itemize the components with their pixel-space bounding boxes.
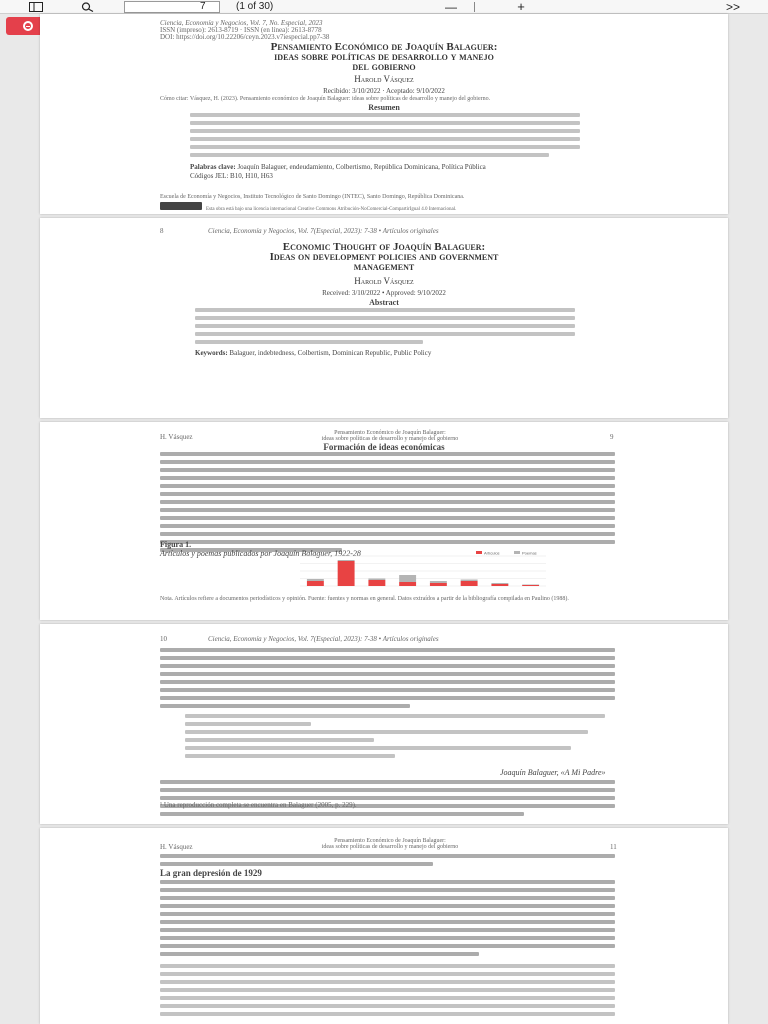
more-tools-button[interactable]: >> [725, 0, 740, 14]
page-number: 9 [610, 433, 614, 441]
abstract-heading: Abstract [369, 298, 399, 307]
section-heading: La gran depresión de 1929 [160, 868, 262, 878]
chart-bar-poemas [307, 579, 324, 581]
footnotes [160, 964, 615, 1020]
pdf-page-3 [40, 422, 728, 620]
paper-title-line-2: ideas sobre políticas de desarrollo y manejo [274, 51, 494, 63]
running-center-1: Pensamiento Económico de Joaquín Balaguer: [334, 838, 446, 844]
chart-bar-articulos [399, 582, 416, 586]
chart-bar-articulos [338, 561, 355, 586]
running-left: H. Vásquez [160, 433, 193, 441]
page-number: 10 [160, 635, 167, 643]
chart-bar-poemas [491, 583, 508, 584]
doi-line: DOI: https://doi.org/10.22206/ceyn.2023.v7iespecial.pp7-38 [160, 33, 330, 41]
keywords-en-label: Keywords: [195, 349, 228, 357]
figure-caption: Artículos y poemas publicados por Joaquín Balaguer, 1922-28 [160, 549, 361, 558]
section-body [160, 452, 615, 556]
affiliation: Escuela de Economía y Negocios, Instituto Tecnológico de Santo Domingo (INTEC), Santo Domingo, República Dominicana. [160, 194, 465, 200]
abstract-body [195, 308, 575, 348]
running-center-2: ideas sobre políticas de desarrollo y manejo del gobierno [321, 844, 459, 850]
zoom-in-button[interactable]: + [517, 0, 525, 14]
dates-line: Recibido: 3/10/2022 · Aceptado: 9/10/2022 [323, 87, 445, 95]
figure-label: Figura 1. [160, 540, 192, 549]
page-number: 11 [610, 843, 617, 851]
creative-commons-badge [160, 202, 202, 210]
poem-quote [185, 714, 605, 762]
pdf-toolbar [0, 0, 768, 14]
chart-bar-poemas [522, 585, 539, 586]
dates-line: Received: 3/10/2022 • Approved: 9/10/2022 [322, 289, 446, 297]
current-page: 7 [200, 1, 206, 12]
journal-line: Ciencia, Economía y Negocios, Vol. 7, No. Especial, 2023 [160, 19, 323, 27]
running-head: Ciencia, Economía y Negocios, Vol. 7(Especial, 2023): 7-38 • Artículos originales [208, 635, 439, 643]
zoom-out-button[interactable]: — [445, 0, 457, 14]
license-text: Esta obra está bajo una licencia internacional Creative Commons Atribución-NoComercial-CompartirIgual 4.0 Internacional. [206, 207, 457, 212]
search-icon[interactable] [80, 1, 96, 13]
sidebar-icon[interactable] [28, 1, 44, 13]
quote-attribution: Joaquín Balaguer, «A Mi Padre» [500, 768, 606, 777]
paper-title-line-3: del gobierno [352, 61, 416, 73]
pdf-page-4 [40, 624, 728, 824]
pdf-page-5 [40, 828, 728, 1024]
paper-title-en-line-1: Economic Thought of Joaquín Balaguer: [282, 241, 486, 253]
keywords-label: Palabras clave: [190, 163, 236, 171]
paper-title-line-1: Pensamiento Económico de Joaquín Balaguer: [270, 41, 498, 53]
chart-bar-poemas [368, 579, 385, 581]
figure-note: Nota. Artículos refiere a documentos periodísticos y opinión. Fuente: fuentes y normas en general. Datos extraídos a partir de la bibliografía compilada en Paulino (1988). [160, 596, 569, 602]
section-heading: Formación de ideas económicas [323, 442, 445, 452]
chart-bar-articulos [491, 584, 508, 586]
chart-bar-poemas [338, 560, 355, 561]
chart-bar-articulos [522, 585, 539, 586]
legend-swatch [514, 551, 520, 554]
running-head: Ciencia, Economía y Negocios, Vol. 7(Especial, 2023): 7-38 • Artículos originales [208, 227, 439, 235]
chart-bar-articulos [430, 583, 447, 586]
resumen-body [190, 113, 580, 161]
chart-bar-poemas [399, 575, 416, 582]
running-center-1: Pensamiento Económico de Joaquín Balaguer: [334, 430, 446, 436]
section-body [160, 880, 615, 960]
bar-chart [266, 550, 556, 590]
keywords-en-line [195, 348, 431, 358]
author-name: Harold Vásquez [354, 74, 414, 84]
pdf-page-2 [40, 218, 728, 418]
legend-swatch [476, 551, 482, 554]
paper-title-en-line-3: management [353, 261, 415, 273]
resumen-heading: Resumen [368, 103, 400, 112]
chart-bar-poemas [461, 580, 478, 582]
pdf-page-1 [40, 14, 728, 214]
author-name: Harold Vásquez [354, 276, 414, 286]
page-count: (1 of 30) [236, 1, 274, 12]
running-center-2: ideas sobre políticas de desarrollo y manejo del gobierno [321, 436, 459, 442]
cite-line: Cómo citar: Vásquez, H. (2023). Pensamiento económico de Joaquín Balaguer: ideas sobre políticas de desarrollo y manejo del gobierno. [160, 96, 491, 102]
page-number: 8 [160, 227, 164, 235]
fab-icon [23, 21, 33, 31]
chart-bar-articulos [461, 581, 478, 586]
toolbar-divider [474, 2, 475, 12]
issn-line: ISSN (impreso): 2613-8719 · ISSN (en línea): 2613-8778 [160, 26, 322, 34]
chart-bar-articulos [368, 580, 385, 586]
chart-bar-articulos [307, 581, 324, 586]
keywords-text: Joaquín Balaguer, endeudamiento, Colbertismo, República Dominicana, Política Pública [237, 163, 486, 171]
legend-label: Artículos [484, 550, 500, 556]
running-left: H. Vásquez [160, 843, 193, 851]
paper-title-en-line-2: Ideas on development policies and government [269, 251, 499, 263]
footnote: ¹ Una reproducción completa se encuentra en Balaguer (2005, p. 229). [160, 801, 357, 809]
jel-codes: Códigos JEL: B10, H10, H63 [190, 172, 273, 180]
chart-bar-poemas [430, 581, 447, 583]
legend-label: Poemas [522, 550, 537, 556]
keywords-en-text: Balaguer, indebtedness, Colbertism, Dominican Republic, Public Policy [229, 349, 432, 357]
body-paragraph [160, 648, 615, 712]
